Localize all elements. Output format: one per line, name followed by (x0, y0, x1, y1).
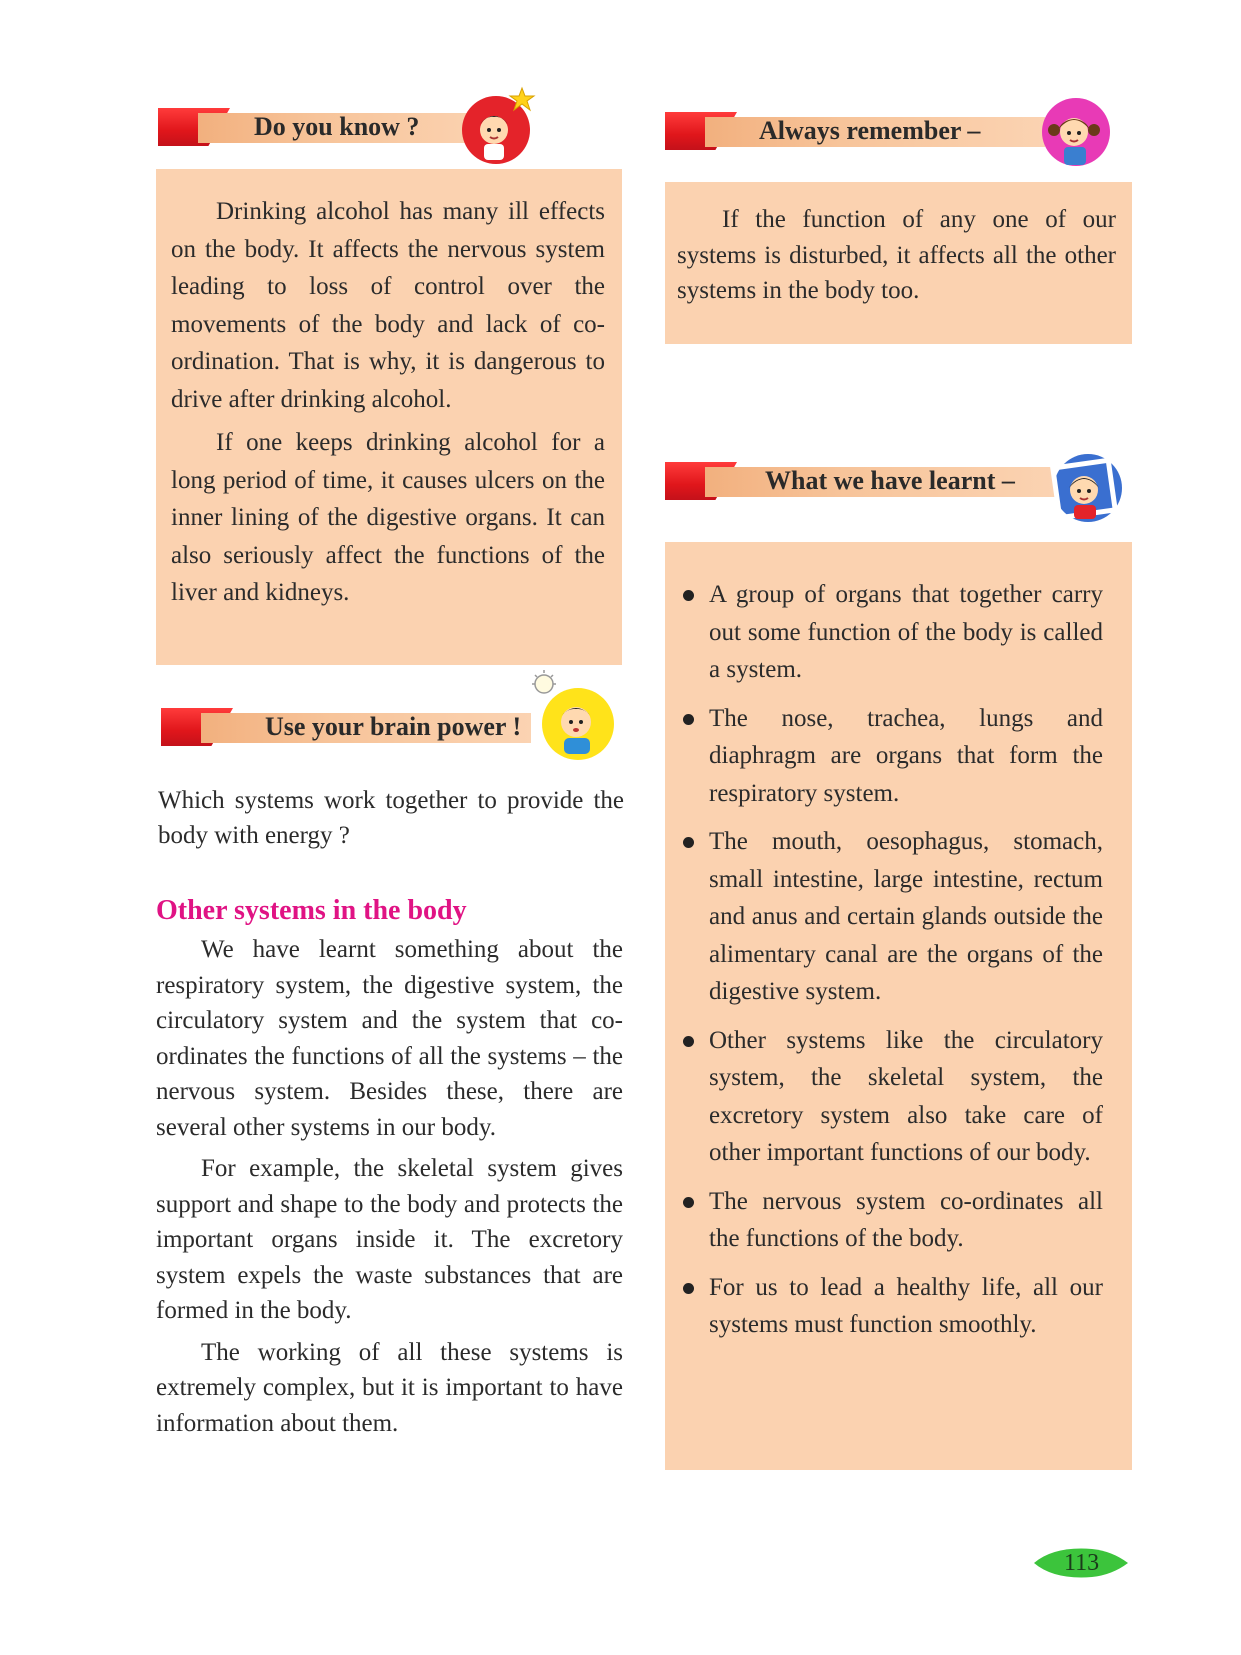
other-systems-paragraph-3: The working of all these systems is extremely complex, but it is important to have information about them. (156, 1338, 623, 1437)
bullet-icon (683, 1197, 694, 1208)
list-item: A group of organs that together carry out some function of the body is called a system. (679, 576, 1103, 689)
alcohol-long-term-paragraph: If one keeps drinking alcohol for a long period of time, it causes ulcers on the inner lining of the digestive organs. It can also seriously affect the functions of the liver and kidneys. (171, 429, 605, 606)
boy-with-star-icon (450, 86, 542, 168)
bullet-icon (683, 1283, 694, 1294)
bullet-icon (683, 837, 694, 848)
list-item: The nervous system co-ordinates all the functions of the body. (679, 1183, 1103, 1258)
list-item: The nose, trachea, lungs and diaphragm are organs that form the respiratory system. (679, 700, 1103, 813)
bullet-icon (683, 1036, 694, 1047)
learnt-list (679, 576, 1103, 1355)
bullet-icon (683, 590, 694, 601)
brain-power-title: Use your brain power ! (265, 712, 522, 741)
what-we-learnt-box (665, 542, 1132, 1470)
always-remember-banner (665, 110, 1065, 154)
always-remember-title: Always remember – (759, 116, 981, 145)
do-you-know-title: Do you know ? (254, 112, 420, 141)
girl-icon (1030, 90, 1122, 176)
always-remember-box (665, 182, 1132, 344)
brain-power-question: Which systems work together to provide the body with energy ? (158, 787, 624, 849)
brain-power-banner (161, 706, 551, 750)
what-we-learnt-title: What we have learnt – (765, 466, 1015, 495)
what-we-learnt-banner (665, 460, 1075, 504)
other-systems-heading: Other systems in the body (156, 895, 467, 926)
other-systems-paragraph-2: For example, the skeletal system gives support and shape to the body and protects the important organs inside it. The excretory system expels the waste substances that are formed in the body. (156, 1155, 623, 1324)
always-remember-text: If the function of any one of our systems is disturbed, it affects all the other systems in the body too. (677, 206, 1116, 304)
alcohol-effects-paragraph: Drinking alcohol has many ill effects on the body. It affects the nervous system leading to loss of control over the movements of the body and lack of co-ordination. That is why, it is dangerous to drive after drinking alcohol. (171, 198, 605, 413)
girl-in-frame-icon (1040, 448, 1132, 534)
page-number-badge (1030, 1546, 1130, 1580)
other-systems-paragraph-1: We have learnt something about the respiratory system, the digestive system, the circulatory system and the system that co-ordinates the functions of all the systems – the nervous system. Besides these, there are several other systems in our body. (156, 936, 623, 1141)
list-item: The mouth, oesophagus, stomach, small intestine, large intestine, rectum and anus and certain glands outside the alimentary canal are the organs of the digestive system. (679, 823, 1103, 1011)
thinking-boy-lightbulb-icon (530, 668, 622, 764)
page-number: 113 (1064, 1550, 1100, 1576)
bullet-icon (683, 714, 694, 725)
list-item: Other systems like the circulatory system, the skeletal system, the excretory system also take care of other important functions of our body. (679, 1022, 1103, 1172)
list-item: For us to lead a healthy life, all our systems must function smoothly. (679, 1269, 1103, 1344)
do-you-know-box (156, 169, 622, 665)
